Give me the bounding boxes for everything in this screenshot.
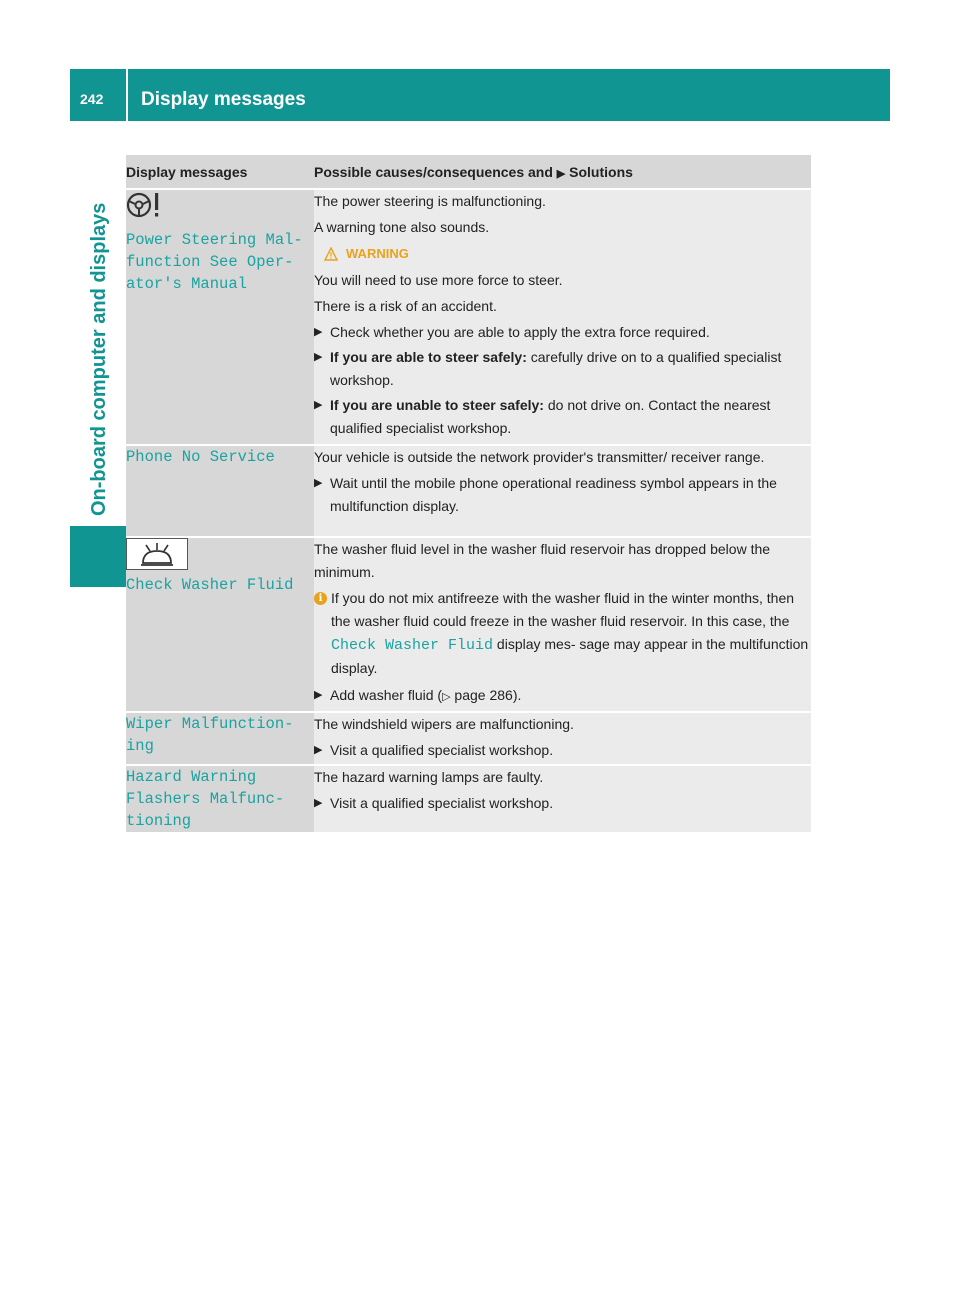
step-content xyxy=(330,346,811,392)
step-text: Wait until the mobile phone operational readiness symbol appears in the multifunction display. xyxy=(330,475,777,514)
side-tab-marker xyxy=(70,526,126,587)
table-row xyxy=(126,445,811,537)
message-text: Wiper Malfunction‐ ing xyxy=(126,715,294,755)
solution-cell xyxy=(314,189,811,445)
cause-text: You will need to use more force to steer. xyxy=(314,272,563,288)
solution-step xyxy=(314,394,811,440)
solution-step xyxy=(314,739,811,762)
header-divider xyxy=(126,69,128,121)
solution-step xyxy=(314,472,811,518)
info-text: If you do not mix antifreeze with the washer fluid in the winter months, then the washer fluid could freeze in the washer fluid reservoir. In this case, the xyxy=(331,590,795,629)
step-text: do not drive on. Contact the nearest qualified specialist workshop. xyxy=(330,397,771,436)
cause-text: The power steering is malfunctioning. xyxy=(314,193,546,209)
message-text: Phone No Service xyxy=(126,448,275,466)
page-header xyxy=(70,69,890,121)
info-message-ref: Check Washer Fluid xyxy=(331,637,494,654)
table-row xyxy=(126,712,811,765)
step-arrow-icon: ▶ xyxy=(314,326,323,338)
column-header-solutions-post: Solutions xyxy=(569,164,633,180)
column-header-messages: Display messages xyxy=(126,155,314,189)
step-arrow-icon: ▶ xyxy=(314,351,323,363)
step-text: Visit a qualified specialist workshop. xyxy=(330,742,554,758)
message-text: Power Steering Mal‐ function See Oper‐ ator's Manual xyxy=(126,231,303,293)
step-arrow-icon: ▶ xyxy=(314,399,323,411)
warning-label: WARNING xyxy=(346,246,409,261)
display-messages-table xyxy=(126,155,811,832)
step-arrow-icon: ▶ xyxy=(314,477,323,489)
info-note xyxy=(314,587,811,680)
solution-cell xyxy=(314,537,811,712)
message-text: Hazard Warning Flashers Malfunc‐ tioning xyxy=(126,768,285,830)
message-cell xyxy=(126,537,314,712)
step-condition: If you are unable to steer safely: xyxy=(330,397,544,413)
step-content xyxy=(330,684,521,709)
message-cell xyxy=(126,445,314,537)
step-arrow-icon: ▶ xyxy=(314,689,323,701)
step-condition: If you are able to steer safely: xyxy=(330,349,527,365)
step-text: Visit a qualified specialist workshop. xyxy=(330,795,554,811)
table-header-row xyxy=(126,155,811,189)
side-tab-label: On-board computer and displays xyxy=(88,202,110,516)
solution-step xyxy=(314,792,811,815)
cause-text: The hazard warning lamps are faulty. xyxy=(314,769,544,785)
cause-text: There is a risk of an accident. xyxy=(314,298,497,314)
info-text: display mes‐ sage may appear in the multifunction display. xyxy=(331,636,809,676)
step-text: Add washer fluid ( xyxy=(330,687,443,703)
page-title: Display messages xyxy=(141,89,306,110)
steering-wheel-warning-icon xyxy=(126,190,166,225)
table-row xyxy=(126,537,811,712)
washer-fluid-icon xyxy=(126,538,188,570)
column-header-solutions xyxy=(314,155,811,189)
step-text: Check whether you are able to apply the extra force required. xyxy=(330,324,710,340)
page-reference-link[interactable]: page 286). xyxy=(450,687,522,703)
solution-cell xyxy=(314,765,811,832)
message-text: Check Washer Fluid xyxy=(126,576,294,594)
page-ref-icon: ▷ xyxy=(442,691,451,703)
cause-text: The windshield wipers are malfunctioning. xyxy=(314,716,574,732)
step-arrow-icon: ▶ xyxy=(314,797,323,809)
solution-step xyxy=(314,346,811,392)
warning-triangle-icon xyxy=(324,247,338,261)
cause-text: The washer fluid level in the washer fluid reservoir has dropped below the minimum. xyxy=(314,541,771,580)
solution-cell xyxy=(314,445,811,537)
solutions-arrow-icon: ▶ xyxy=(556,168,566,180)
solution-step xyxy=(314,684,811,709)
table-row xyxy=(126,765,811,832)
info-content xyxy=(331,587,811,680)
column-header-solutions-pre: Possible causes/consequences and xyxy=(314,164,553,180)
page-number: 242 xyxy=(80,91,104,107)
cause-text: Your vehicle is outside the network provider's transmitter/ receiver range. xyxy=(314,449,765,465)
info-icon: i xyxy=(314,592,327,605)
step-content xyxy=(330,394,811,440)
step-arrow-icon: ▶ xyxy=(314,744,323,756)
message-cell xyxy=(126,712,314,765)
solution-cell xyxy=(314,712,811,765)
message-cell xyxy=(126,765,314,832)
step-text: carefully drive on to a qualified specialist workshop. xyxy=(330,349,782,388)
message-cell xyxy=(126,189,314,445)
warning-notice xyxy=(324,242,811,265)
solution-step xyxy=(314,321,811,344)
cause-text: A warning tone also sounds. xyxy=(314,219,490,235)
table-row xyxy=(126,189,811,445)
